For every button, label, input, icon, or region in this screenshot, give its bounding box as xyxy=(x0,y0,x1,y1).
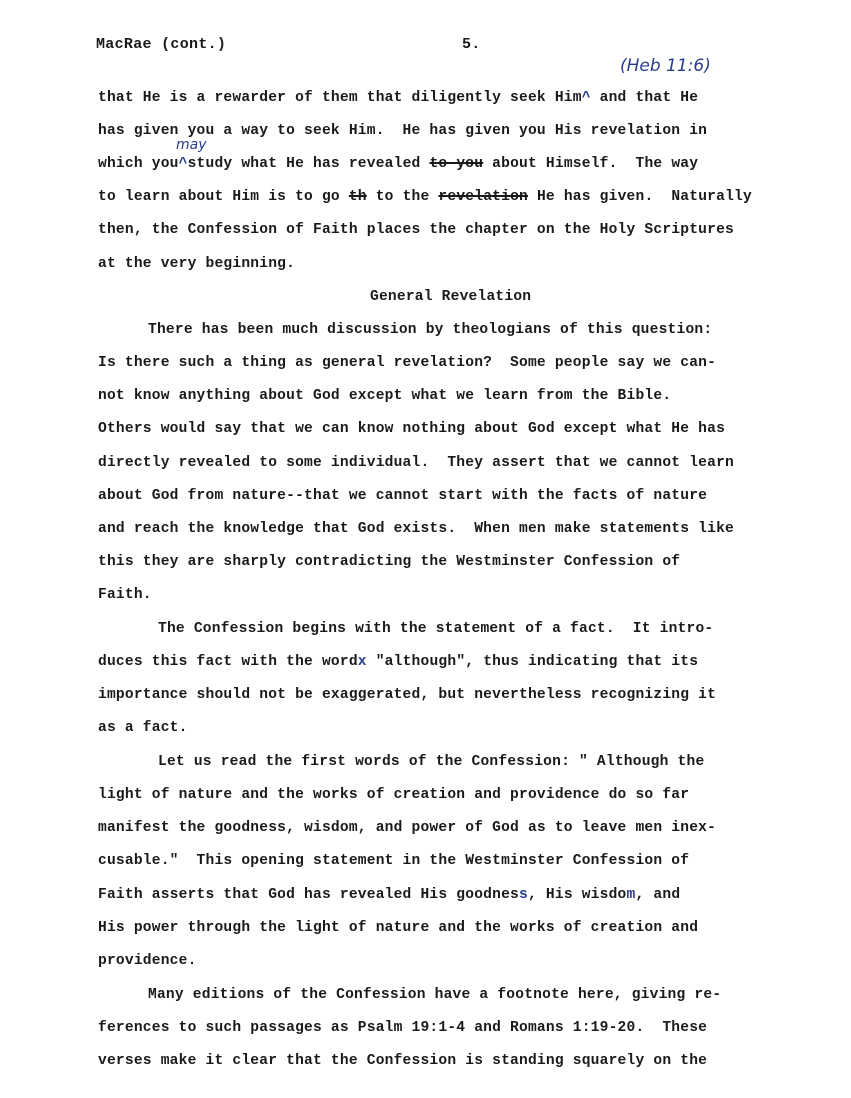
text-line: to learn about Him is to go th to the revelation He has given. Naturally xyxy=(98,189,752,205)
text-line: duces this fact with the wordx "although", thus indicating that its xyxy=(98,654,699,670)
section-heading: General Revelation xyxy=(370,289,532,305)
text-line: Let us read the first words of the Confession: " Although the xyxy=(158,754,705,770)
text-line: has given you a way to seek Him. He has given you His revelation in xyxy=(98,123,708,139)
text-line: cusable." This opening statement in the Westminster Confession of xyxy=(98,853,690,869)
text-line: not know anything about God except what we learn from the Bible. xyxy=(98,388,672,404)
text-line: His power through the light of nature and the works of creation and xyxy=(98,920,699,936)
text-line: about God from nature--that we cannot start with the facts of nature xyxy=(98,488,708,504)
text-line: There has been much discussion by theologians of this question: xyxy=(148,322,713,338)
handwritten-insertion: may xyxy=(176,137,207,153)
text-line: ferences to such passages as Psalm 19:1-4 and Romans 1:19-20. These xyxy=(98,1020,708,1036)
text-line: Faith asserts that God has revealed His goodness, His wisdom, and xyxy=(98,887,681,903)
text-line: manifest the goodness, wisdom, and power of God as to leave men inex- xyxy=(98,820,717,836)
text-line: light of nature and the works of creation and providence do so far xyxy=(98,787,690,803)
text-line: as a fact. xyxy=(98,720,188,736)
text-line: then, the Confession of Faith places the chapter on the Holy Scriptures xyxy=(98,222,734,238)
struck-text: to you xyxy=(429,156,484,172)
handwritten-correction: s xyxy=(519,887,528,903)
text-line: Many editions of the Confession have a footnote here, giving re- xyxy=(148,987,722,1003)
text-line: directly revealed to some individual. They assert that we cannot learn xyxy=(98,455,734,471)
struck-text: revelation xyxy=(438,189,528,205)
text-line: at the very beginning. xyxy=(98,256,296,272)
struck-text: th xyxy=(348,189,367,205)
text-line: The Confession begins with the statement of a fact. It intro- xyxy=(158,621,714,637)
text-line: Others would say that we can know nothing about God except what He has xyxy=(98,421,726,437)
text-line: and reach the knowledge that God exists. When men make statements like xyxy=(98,521,734,537)
text-line: verses make it clear that the Confession is standing squarely on the xyxy=(98,1053,708,1069)
text-line: that He is a rewarder of them that diligently seek Him^ and that He xyxy=(98,90,699,106)
text-line: this they are sharply contradicting the Westminster Confession of xyxy=(98,554,681,570)
text-line: Faith. xyxy=(98,587,152,603)
running-header: MacRae (cont.) xyxy=(96,36,227,53)
handwritten-reference: (Heb 11:6) xyxy=(620,56,711,76)
handwritten-correction: m xyxy=(626,887,636,903)
text-line: which you^study what He has revealed to you about Himself. The way xyxy=(98,156,699,172)
text-line: importance should not be exaggerated, but nevertheless recognizing it xyxy=(98,687,717,703)
page-number: 5. xyxy=(462,36,481,53)
text-line: Is there such a thing as general revelation? Some people say we can- xyxy=(98,355,717,371)
text-line: providence. xyxy=(98,953,197,969)
